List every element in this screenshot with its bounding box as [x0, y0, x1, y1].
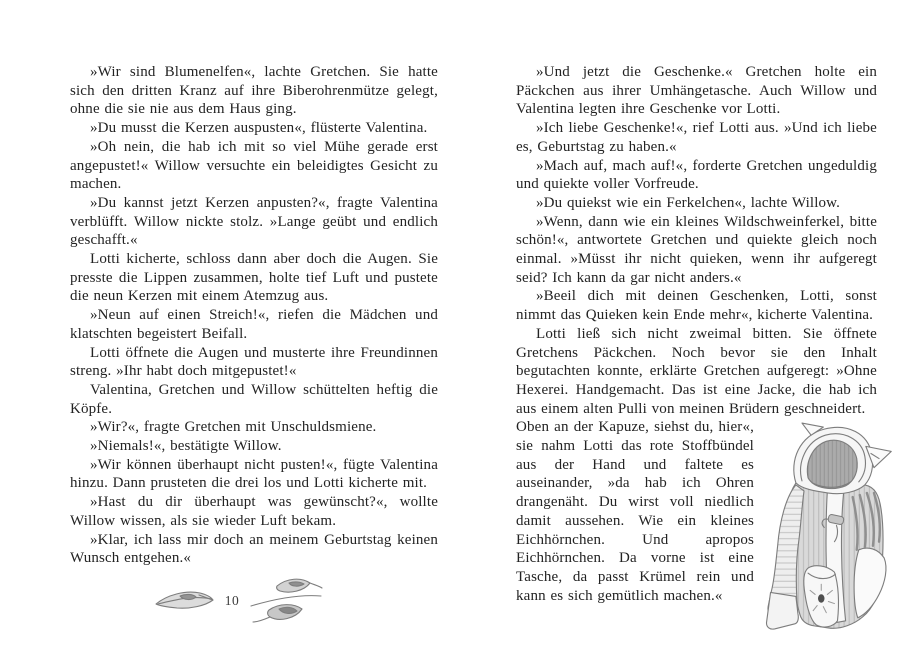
paragraph: »Ich liebe Geschenke!«, rief Lotti aus. »Und ich liebe es, Geburtstag zu haben.« — [516, 120, 877, 155]
paragraph: »Beeil dich mit deinen Geschenken, Lotti, sonst nimmt das Quieken kein Ende mehr«, kicherte Valentina. — [516, 288, 877, 324]
paragraph: »Oh nein, die hab ich mit so viel Mühe gerade erst angepustet!« Willow versuchte ein beleidigtes Gesicht zu machen. — [70, 138, 438, 193]
paragraph: »Wir können überhaupt nicht pusten!«, fügte Valentina hinzu. Dann prusteten die drei los und Lotti kicherte mit. — [70, 456, 438, 492]
left-page-text — [70, 63, 438, 568]
paragraph: »Hast du dir überhaupt was gewünscht?«, wollte Willow wissen, als sie wieder Luft bekam. — [70, 494, 438, 529]
paragraph: »Wir?«, fragte Gretchen mit Unschuldsmiene. — [90, 419, 377, 436]
jacket-illustration — [764, 420, 909, 632]
paragraph: Lotti kicherte, schloss dann aber doch die Augen. Sie presste die Lippen zusammen, holte tief Luft und pustete die neun Kerzen mit einem Atemzug aus. — [70, 251, 438, 305]
paragraph: »Klar, ich lass mir doch an meinem Geburtstag keinen Wunsch entgehen.« — [70, 531, 438, 567]
paragraph: »Wenn, dann wie ein kleines Wildschweinferkel, bitte schön!«, antwortete Gretchen und quiekte gleich noch einmal. »Müsst ihr nicht quieken, wenn ihr aufgeregt seid? Ich kann da gar nicht anders.« — [516, 213, 877, 286]
paragraph: Valentina, Gretchen und Willow schüttelten heftig die Köpfe. — [70, 381, 438, 417]
paragraph: »Du kannst jetzt Kerzen anpusten?«, fragte Valentina verblüfft. Willow nickte stolz. »Lange geübt und endlich geschafft.« — [70, 194, 438, 249]
right-page-text — [516, 63, 877, 605]
paragraph: Lotti öffnete die Augen und musterte ihre Freundinnen streng. »Ihr habt doch mitgepustet!« — [70, 344, 438, 380]
paragraph-wrapped: Oben an der Kapuze, siehst du, hier«, sie nahm Lotti das rote Stoffbündel aus der Hand und faltete es auseinander, »da hab ich Ohren drangenäht. Du wirst voll niedlich damit aussehen. Wie ein kleines Eichhörnchen. Und apropos Eichhörnchen. Da vorne ist eine Tasche, da passt Krümel rein und kann es sich gemütlich machen.« — [516, 419, 754, 604]
paragraph: »Und jetzt die Geschenke.« Gretchen holte ein Päckchen aus ihrer Umhängetasche. Auch Willow und Valentina legten ihre Geschenke vor Lotti. — [516, 64, 877, 118]
paragraph: »Neun auf einen Streich!«, riefen die Mädchen und klatschten begeistert Beifall. — [70, 307, 438, 342]
paragraph: »Wir sind Blumenelfen«, lachte Gretchen. Sie hatte sich den dritten Kranz auf ihre Biberohrenmütze gelegt, ohne die sie nie aus dem Haus ging. — [70, 64, 438, 118]
leaf-twig-icon — [249, 574, 323, 628]
paragraph: »Mach auf, mach auf!«, forderte Gretchen ungeduldig und quiekte voller Vorfreude. — [516, 157, 877, 193]
paragraph: »Du musst die Kerzen auspusten«, flüsterte Valentina. — [90, 120, 428, 137]
right-page — [458, 0, 917, 648]
page-number: 10 — [224, 593, 240, 608]
paragraph: »Niemals!«, bestätigte Willow. — [90, 438, 282, 455]
left-page-footer — [148, 572, 328, 630]
paragraph: Lotti ließ sich nicht zweimal bitten. Sie öffnete Gretchens Päckchen. Noch bevor sie den Inhalt begutachten konnte, erklärte Gretchen aufgeregt: »Ohne Hexerei. Handgemacht. Das ist eine Jacke, die hab ich aus einem alten Pulli von meinen Brüdern geschneidert. — [516, 325, 877, 417]
paragraph: »Du quiekst wie ein Ferkelchen«, lachte Willow. — [536, 194, 841, 211]
leaf-icon — [153, 587, 215, 615]
left-page — [0, 0, 458, 648]
